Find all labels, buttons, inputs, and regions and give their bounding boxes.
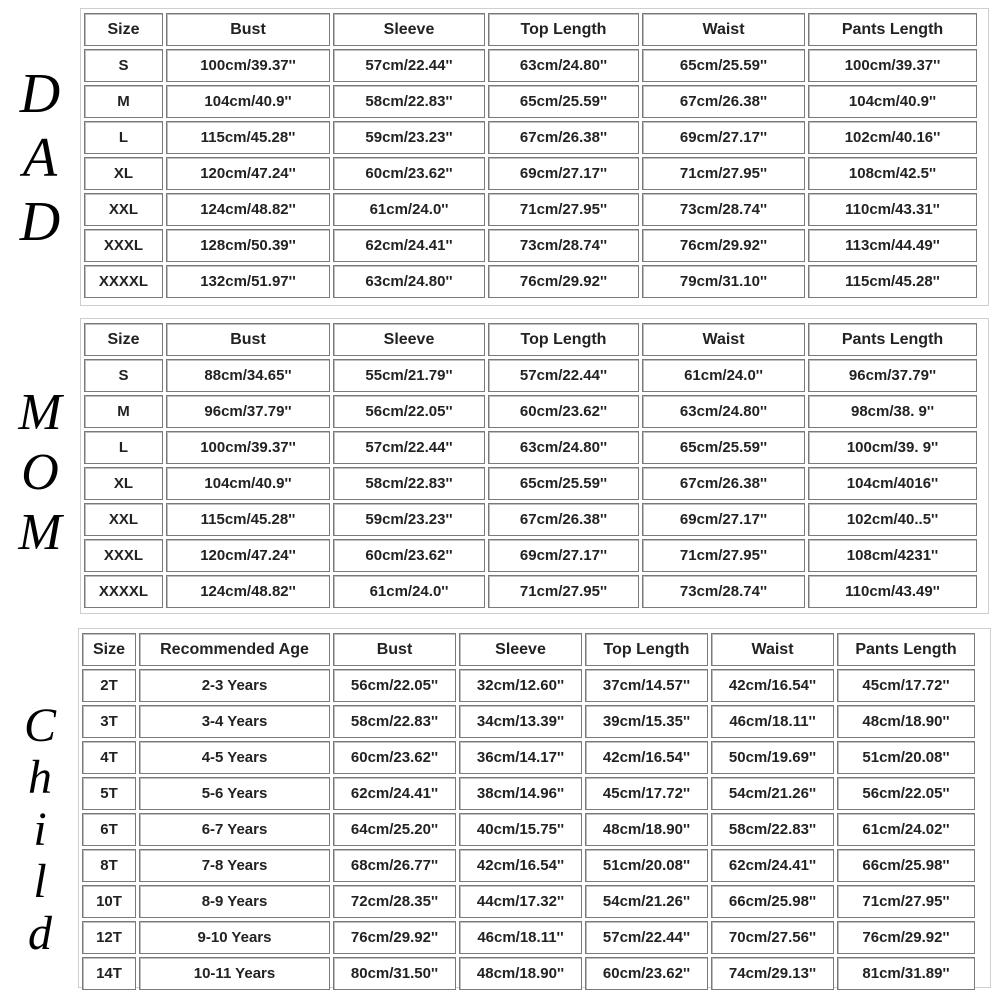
dad-measure-cell: 108cm/42.5'': [808, 157, 977, 190]
dad-measure-cell: 128cm/50.39'': [166, 229, 330, 262]
dad-measure-cell: 76cm/29.92'': [488, 265, 639, 298]
child-measure-cell: 62cm/24.41'': [711, 849, 834, 882]
child-header-cell: Bust: [333, 633, 456, 666]
dad-measure-cell: 71cm/27.95'': [488, 193, 639, 226]
child-measure-cell: 42cm/16.54'': [711, 669, 834, 702]
dad-size-cell: XXL: [84, 193, 163, 226]
child-measure-cell: 37cm/14.57'': [585, 669, 708, 702]
mom-measure-cell: 115cm/45.28'': [166, 503, 330, 536]
mom-measure-cell: 63cm/24.80'': [642, 395, 805, 428]
child-letter: C: [23, 699, 56, 752]
mom-size-cell: XL: [84, 467, 163, 500]
mom-measure-cell: 67cm/26.38'': [488, 503, 639, 536]
mom-measure-cell: 102cm/40..5'': [808, 503, 977, 536]
mom-letter: O: [21, 443, 59, 501]
child-measure-cell: 50cm/19.69'': [711, 741, 834, 774]
mom-size-table: [80, 318, 989, 614]
dad-header-cell: Bust: [166, 13, 330, 46]
mom-measure-cell: 96cm/37.79'': [808, 359, 977, 392]
child-measure-cell: 42cm/16.54'': [459, 849, 582, 882]
mom-measure-cell: 108cm/4231'': [808, 539, 977, 572]
dad-measure-cell: 76cm/29.92'': [642, 229, 805, 262]
mom-measure-cell: 55cm/21.79'': [333, 359, 485, 392]
mom-measure-cell: 96cm/37.79'': [166, 395, 330, 428]
child-header-cell: Recommended Age: [139, 633, 330, 666]
mom-measure-cell: 71cm/27.95'': [642, 539, 805, 572]
child-measure-cell: 46cm/18.11'': [459, 921, 582, 954]
mom-letter: M: [18, 503, 62, 561]
child-measure-cell: 58cm/22.83'': [711, 813, 834, 846]
child-size-cell: 14T: [82, 957, 136, 990]
mom-measure-cell: 120cm/47.24'': [166, 539, 330, 572]
mom-size-cell: S: [84, 359, 163, 392]
child-measure-cell: 39cm/15.35'': [585, 705, 708, 738]
mom-size-cell: XXL: [84, 503, 163, 536]
dad-header-cell: Size: [84, 13, 163, 46]
child-measure-cell: 51cm/20.08'': [585, 849, 708, 882]
child-measure-cell: 7-8 Years: [139, 849, 330, 882]
dad-measure-cell: 104cm/40.9'': [808, 85, 977, 118]
child-measure-cell: 32cm/12.60'': [459, 669, 582, 702]
mom-measure-cell: 60cm/23.62'': [333, 539, 485, 572]
child-measure-cell: 9-10 Years: [139, 921, 330, 954]
dad-measure-cell: 71cm/27.95'': [642, 157, 805, 190]
child-measure-cell: 80cm/31.50'': [333, 957, 456, 990]
child-size-cell: 4T: [82, 741, 136, 774]
child-measure-cell: 58cm/22.83'': [333, 705, 456, 738]
child-letter: d: [28, 907, 52, 960]
dad-size-cell: S: [84, 49, 163, 82]
child-measure-cell: 5-6 Years: [139, 777, 330, 810]
mom-measure-cell: 88cm/34.65'': [166, 359, 330, 392]
child-header-cell: Waist: [711, 633, 834, 666]
dad-size-cell: XXXXL: [84, 265, 163, 298]
dad-measure-cell: 73cm/28.74'': [488, 229, 639, 262]
child-header-cell: Top Length: [585, 633, 708, 666]
mom-measure-cell: 63cm/24.80'': [488, 431, 639, 464]
mom-size-cell: XXXL: [84, 539, 163, 572]
child-measure-cell: 6-7 Years: [139, 813, 330, 846]
dad-measure-cell: 62cm/24.41'': [333, 229, 485, 262]
dad-letter: D: [19, 190, 61, 253]
child-size-cell: 12T: [82, 921, 136, 954]
mom-measure-cell: 57cm/22.44'': [488, 359, 639, 392]
dad-measure-cell: 65cm/25.59'': [642, 49, 805, 82]
dad-measure-cell: 124cm/48.82'': [166, 193, 330, 226]
child-measure-cell: 66cm/25.98'': [837, 849, 975, 882]
dad-measure-cell: 115cm/45.28'': [808, 265, 977, 298]
dad-header-cell: Top Length: [488, 13, 639, 46]
dad-measure-cell: 63cm/24.80'': [333, 265, 485, 298]
child-header-cell: Pants Length: [837, 633, 975, 666]
child-measure-cell: 45cm/17.72'': [837, 669, 975, 702]
dad-size-cell: XL: [84, 157, 163, 190]
child-section-label: [0, 690, 80, 970]
mom-measure-cell: 65cm/25.59'': [488, 467, 639, 500]
dad-measure-cell: 61cm/24.0'': [333, 193, 485, 226]
child-measure-cell: 46cm/18.11'': [711, 705, 834, 738]
dad-measure-cell: 104cm/40.9'': [166, 85, 330, 118]
child-letter: h: [28, 751, 52, 804]
dad-measure-cell: 67cm/26.38'': [642, 85, 805, 118]
mom-size-cell: L: [84, 431, 163, 464]
mom-measure-cell: 57cm/22.44'': [333, 431, 485, 464]
mom-header-cell: Top Length: [488, 323, 639, 356]
child-measure-cell: 34cm/13.39'': [459, 705, 582, 738]
child-measure-cell: 74cm/29.13'': [711, 957, 834, 990]
dad-size-cell: M: [84, 85, 163, 118]
dad-size-cell: XXXL: [84, 229, 163, 262]
child-measure-cell: 51cm/20.08'': [837, 741, 975, 774]
mom-size-cell: XXXXL: [84, 575, 163, 608]
mom-measure-cell: 60cm/23.62'': [488, 395, 639, 428]
dad-size-cell: L: [84, 121, 163, 154]
child-measure-cell: 71cm/27.95'': [837, 885, 975, 918]
dad-header-cell: Waist: [642, 13, 805, 46]
child-measure-cell: 10-11 Years: [139, 957, 330, 990]
dad-measure-cell: 58cm/22.83'': [333, 85, 485, 118]
child-measure-cell: 40cm/15.75'': [459, 813, 582, 846]
child-measure-cell: 72cm/28.35'': [333, 885, 456, 918]
child-measure-cell: 8-9 Years: [139, 885, 330, 918]
dad-measure-cell: 120cm/47.24'': [166, 157, 330, 190]
dad-measure-cell: 113cm/44.49'': [808, 229, 977, 262]
mom-header-cell: Waist: [642, 323, 805, 356]
dad-measure-cell: 59cm/23.23'': [333, 121, 485, 154]
child-measure-cell: 56cm/22.05'': [837, 777, 975, 810]
mom-header-cell: Pants Length: [808, 323, 977, 356]
child-measure-cell: 42cm/16.54'': [585, 741, 708, 774]
dad-measure-cell: 100cm/39.37'': [808, 49, 977, 82]
mom-measure-cell: 65cm/25.59'': [642, 431, 805, 464]
mom-measure-cell: 69cm/27.17'': [642, 503, 805, 536]
child-letter: i: [33, 803, 47, 856]
child-measure-cell: 44cm/17.32'': [459, 885, 582, 918]
child-measure-cell: 36cm/14.17'': [459, 741, 582, 774]
child-measure-cell: 64cm/25.20'': [333, 813, 456, 846]
child-measure-cell: 61cm/24.02'': [837, 813, 975, 846]
child-measure-cell: 2-3 Years: [139, 669, 330, 702]
mom-header-cell: Bust: [166, 323, 330, 356]
mom-measure-cell: 61cm/24.0'': [642, 359, 805, 392]
child-measure-cell: 38cm/14.96'': [459, 777, 582, 810]
child-size-table: [78, 628, 991, 988]
mom-measure-cell: 59cm/23.23'': [333, 503, 485, 536]
mom-measure-cell: 67cm/26.38'': [642, 467, 805, 500]
child-measure-cell: 48cm/18.90'': [459, 957, 582, 990]
child-measure-cell: 68cm/26.77'': [333, 849, 456, 882]
dad-measure-cell: 67cm/26.38'': [488, 121, 639, 154]
child-measure-cell: 4-5 Years: [139, 741, 330, 774]
dad-measure-cell: 73cm/28.74'': [642, 193, 805, 226]
mom-measure-cell: 71cm/27.95'': [488, 575, 639, 608]
mom-measure-cell: 100cm/39. 9'': [808, 431, 977, 464]
child-measure-cell: 76cm/29.92'': [333, 921, 456, 954]
child-measure-cell: 45cm/17.72'': [585, 777, 708, 810]
child-letter: l: [33, 855, 47, 908]
child-measure-cell: 81cm/31.89'': [837, 957, 975, 990]
mom-header-cell: Size: [84, 323, 163, 356]
dad-header-cell: Sleeve: [333, 13, 485, 46]
dad-measure-cell: 69cm/27.17'': [488, 157, 639, 190]
mom-measure-cell: 56cm/22.05'': [333, 395, 485, 428]
child-measure-cell: 76cm/29.92'': [837, 921, 975, 954]
child-measure-cell: 48cm/18.90'': [837, 705, 975, 738]
dad-header-cell: Pants Length: [808, 13, 977, 46]
child-measure-cell: 62cm/24.41'': [333, 777, 456, 810]
child-measure-cell: 3-4 Years: [139, 705, 330, 738]
mom-measure-cell: 124cm/48.82'': [166, 575, 330, 608]
child-size-cell: 3T: [82, 705, 136, 738]
mom-section-label: [0, 385, 80, 560]
child-measure-cell: 48cm/18.90'': [585, 813, 708, 846]
dad-measure-cell: 60cm/23.62'': [333, 157, 485, 190]
child-measure-cell: 56cm/22.05'': [333, 669, 456, 702]
child-size-cell: 8T: [82, 849, 136, 882]
child-measure-cell: 54cm/21.26'': [711, 777, 834, 810]
dad-letter: A: [22, 126, 58, 189]
dad-measure-cell: 79cm/31.10'': [642, 265, 805, 298]
mom-header-cell: Sleeve: [333, 323, 485, 356]
child-size-cell: 5T: [82, 777, 136, 810]
mom-measure-cell: 69cm/27.17'': [488, 539, 639, 572]
child-size-cell: 10T: [82, 885, 136, 918]
mom-measure-cell: 100cm/39.37'': [166, 431, 330, 464]
dad-measure-cell: 102cm/40.16'': [808, 121, 977, 154]
mom-letter: M: [18, 383, 62, 441]
child-measure-cell: 60cm/23.62'': [333, 741, 456, 774]
dad-section-label: [0, 50, 80, 265]
dad-measure-cell: 63cm/24.80'': [488, 49, 639, 82]
child-size-cell: 2T: [82, 669, 136, 702]
child-measure-cell: 54cm/21.26'': [585, 885, 708, 918]
mom-measure-cell: 73cm/28.74'': [642, 575, 805, 608]
child-measure-cell: 66cm/25.98'': [711, 885, 834, 918]
dad-measure-cell: 57cm/22.44'': [333, 49, 485, 82]
dad-measure-cell: 110cm/43.31'': [808, 193, 977, 226]
child-measure-cell: 57cm/22.44'': [585, 921, 708, 954]
dad-measure-cell: 65cm/25.59'': [488, 85, 639, 118]
child-measure-cell: 70cm/27.56'': [711, 921, 834, 954]
mom-measure-cell: 104cm/40.9'': [166, 467, 330, 500]
mom-measure-cell: 104cm/4016'': [808, 467, 977, 500]
child-measure-cell: 60cm/23.62'': [585, 957, 708, 990]
mom-measure-cell: 61cm/24.0'': [333, 575, 485, 608]
mom-measure-cell: 58cm/22.83'': [333, 467, 485, 500]
dad-measure-cell: 115cm/45.28'': [166, 121, 330, 154]
dad-measure-cell: 132cm/51.97'': [166, 265, 330, 298]
mom-size-cell: M: [84, 395, 163, 428]
dad-size-table: [80, 8, 989, 306]
child-size-cell: 6T: [82, 813, 136, 846]
dad-measure-cell: 69cm/27.17'': [642, 121, 805, 154]
dad-measure-cell: 100cm/39.37'': [166, 49, 330, 82]
mom-measure-cell: 110cm/43.49'': [808, 575, 977, 608]
child-header-cell: Sleeve: [459, 633, 582, 666]
mom-measure-cell: 98cm/38. 9'': [808, 395, 977, 428]
dad-letter: D: [19, 62, 61, 125]
child-header-cell: Size: [82, 633, 136, 666]
